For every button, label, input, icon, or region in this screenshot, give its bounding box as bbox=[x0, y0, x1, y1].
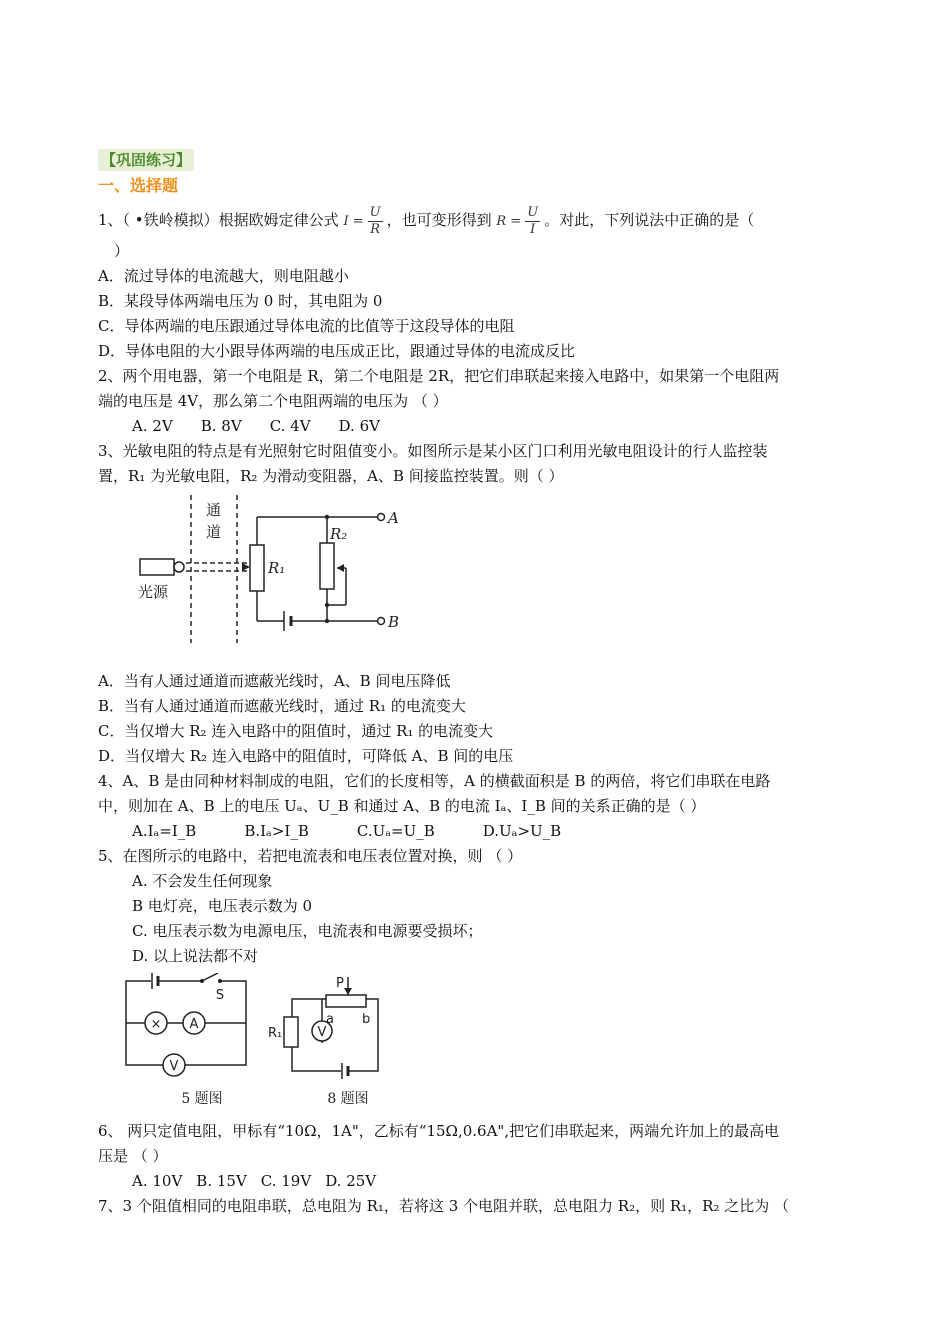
q1-option-d: D．导体电阻的大小跟导体两端的电压成正比，跟通过导体的电流成反比 bbox=[98, 342, 576, 360]
fig8-point-b: b bbox=[362, 1012, 371, 1027]
fig5-ammeter-label: A bbox=[189, 1017, 199, 1032]
section-header-line bbox=[98, 148, 858, 173]
q1-formula-1-lhs: I = bbox=[343, 214, 364, 229]
q3-channel-char-1: 通 bbox=[206, 501, 222, 519]
consolidation-header: 【巩固练习】 bbox=[98, 149, 194, 171]
fig8-voltmeter-label: V bbox=[317, 1025, 327, 1040]
q5-option-b: B 电灯亮，电压表示数为 0 bbox=[132, 897, 313, 915]
q3-channel-char-2: 道 bbox=[206, 523, 222, 541]
fig8-slider-p: P bbox=[336, 976, 344, 991]
q3-terminal-a: A bbox=[388, 509, 399, 527]
q3-option-d: D．当仅增大 R₂ 连入电路中的阻值时，可降低 A、B 间的电压 bbox=[98, 747, 514, 765]
q2-line-1: 2、两个用电器，第一个电阻是 R，第二个电阻是 2R，把它们串联起来接入电路中，如果第一个电阻两 bbox=[98, 367, 780, 385]
q2-line-2: 端的电压是 4V，那么第二个电阻两端的电压为 （ ） bbox=[98, 392, 448, 410]
q1-f1-denominator: R bbox=[370, 221, 380, 237]
q3-line-2: 置，R₁ 为光敏电阻，R₂ 为滑动变阻器，A、B 间接监控装置。则（ ） bbox=[98, 467, 564, 485]
q3-light-arrow bbox=[242, 563, 250, 571]
q1-f1-numerator: U bbox=[369, 204, 381, 220]
question-1-stem bbox=[98, 203, 858, 239]
fig8-point-a: a bbox=[326, 1012, 334, 1027]
document-page bbox=[98, 148, 858, 1219]
q4-options bbox=[98, 819, 858, 844]
q5-option-d: D. 以上说法都不对 bbox=[132, 947, 259, 965]
q3-terminal-b: B bbox=[388, 613, 400, 631]
q2-options bbox=[98, 414, 858, 439]
q1-option-a: A．流过导体的电流越大，则电阻越小 bbox=[98, 267, 349, 285]
q1-formula-1-fraction bbox=[368, 205, 383, 238]
q6-option-a: A. 10V bbox=[132, 1172, 183, 1190]
q4-line-1: 4、A、B 是由同种材料制成的电阻，它们的长度相等，A 的横截面积是 B 的两倍，将它们串联在电路 bbox=[98, 772, 771, 790]
q3-r1-label: R₁ bbox=[268, 559, 286, 577]
q6-line-1: 6、 两只定值电阻，甲标有“10Ω，1A"，乙标有“15Ω,0.6A",把它们串联起来，两端允许加上的最高电 bbox=[98, 1122, 780, 1140]
q6-option-b: B. 15V bbox=[196, 1172, 247, 1190]
q2-option-d: D. 6V bbox=[338, 417, 380, 435]
q2-option-c: C. 4V bbox=[269, 417, 311, 435]
q3-slider-arrow bbox=[337, 564, 344, 572]
q1-option-c: C．导体两端的电压跟通过导体电流的比值等于这段导体的电阻 bbox=[98, 317, 515, 335]
q1-f2-denominator: I bbox=[530, 221, 536, 237]
fig5-voltmeter-label: V bbox=[169, 1059, 179, 1074]
q6-line-2: 压是 （ ） bbox=[98, 1147, 168, 1165]
q5-q8-circuit-figures bbox=[122, 973, 422, 1113]
q7-line-1: 7、3 个阻值相同的电阻串联，总电阻为 R₁，若将这 3 个电阻并联，总电阻力 R₂，则 R₁，R₂ 之比为 （ bbox=[98, 1197, 790, 1215]
fig8-r1-label: R₁ bbox=[268, 1026, 283, 1041]
fig5-caption: 5 题图 bbox=[181, 1091, 223, 1107]
q3-line-1: 3、光敏电阻的特点是有光照射它时阻值变小。如图所示是某小区门口利用光敏电阻设计的行人监控装 bbox=[98, 442, 768, 460]
q4-option-c: C.Uₐ=U_B bbox=[356, 822, 435, 840]
q3-source-label: 光源 bbox=[138, 583, 169, 601]
fig5-lamp-symbol: × bbox=[150, 1017, 162, 1032]
q6-option-d: D. 25V bbox=[325, 1172, 377, 1190]
q1-option-b: B．某段导体两端电压为 0 时，其电阻为 0 bbox=[98, 292, 383, 310]
q6-options bbox=[98, 1169, 858, 1194]
q5-option-a: A. 不会发生任何现象 bbox=[132, 872, 273, 890]
q3-r2-label: R₂ bbox=[330, 525, 348, 543]
q4-option-b: B.Iₐ>I_B bbox=[244, 822, 309, 840]
q1-text-c: 。对此，下列说法中正确的是（ bbox=[544, 211, 755, 229]
fig8-caption: 8 题图 bbox=[327, 1091, 369, 1107]
q1-formula-2-fraction bbox=[525, 205, 540, 238]
q2-option-a: A. 2V bbox=[132, 417, 173, 435]
q1-f2-numerator: U bbox=[527, 204, 539, 220]
fig5-switch-label: S bbox=[215, 988, 225, 1003]
q5-option-c: C. 电压表示数为电源电压，电流表和电源要受损坏； bbox=[132, 922, 483, 940]
section-title: 一、选择题 bbox=[98, 176, 179, 195]
q1-text-a: 1、（ •铁岭模拟）根据欧姆定律公式 bbox=[98, 211, 339, 229]
q3-option-a: A．当有人通过通道而遮蔽光线时，A、B 间电压降低 bbox=[98, 672, 451, 690]
q3-option-b: B．当有人通过通道而遮蔽光线时，通过 R₁ 的电流变大 bbox=[98, 697, 466, 715]
q1-formula-2-lhs: R = bbox=[496, 214, 522, 229]
q4-option-d: D.Uₐ>U_B bbox=[482, 822, 562, 840]
q5-stem: 5、在图所示的电路中，若把电流表和电压表位置对换，则 （ ） bbox=[98, 847, 523, 865]
q1-text-b: ，也可变形得到 bbox=[386, 211, 492, 229]
q4-option-a: A.Iₐ=I_B bbox=[132, 822, 197, 840]
q1-stem-end: ） bbox=[114, 242, 130, 260]
q2-option-b: B. 8V bbox=[200, 417, 242, 435]
q6-option-c: C. 19V bbox=[260, 1172, 312, 1190]
q3-circuit-figure bbox=[134, 493, 454, 653]
q3-option-c: C．当仅增大 R₂ 连入电路中的阻值时，通过 R₁ 的电流变大 bbox=[98, 722, 494, 740]
q4-line-2: 中，则加在 A、B 上的电压 Uₐ、U_B 和通过 A、B 的电流 Iₐ、I_B 间的关系正确的是（ ） bbox=[98, 797, 706, 815]
